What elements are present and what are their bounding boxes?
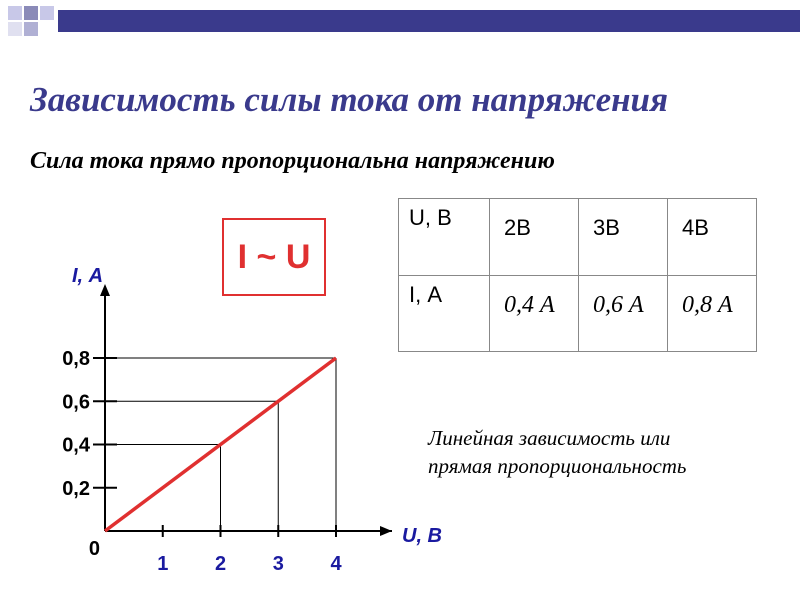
y-tick-label: 0,8 [62,348,90,370]
table-cell-value: 2В [504,215,531,240]
table-cell-value: 0,8 А [682,292,733,318]
x-tick-label: 3 [272,553,284,575]
x-tick-label: 4 [330,553,342,575]
table-cell-value: 3В [593,215,620,240]
formula-text: I ~ U [237,237,311,276]
table-cell-value: 0,4 А [504,292,555,318]
table-cell: U, В [409,205,452,230]
y-tick-label: 0,6 [62,391,90,414]
note-line: Линейная зависимость или [428,426,671,450]
table-cell-value: 4В [682,215,709,240]
x-tick-label: 2 [214,553,227,575]
y-tick-label: 0,4 [62,434,90,457]
x-tick-label: 1 [157,553,169,575]
table-cell-value: 0,6 А [593,292,644,318]
y-tick-label: 0,2 [62,477,90,500]
table-cell: I, А [409,282,443,307]
note-line: прямая пропорциональность [428,454,687,478]
origin-label: 0 [88,538,100,560]
page-title: Зависимость силы тока от напряжения [30,80,669,119]
page-subtitle: Сила тока прямо пропорциональна напряжению [30,148,555,174]
x-axis-label: U, В [402,525,442,547]
x-axis-arrow-icon [380,526,392,536]
y-axis-label: I, А [72,265,104,287]
